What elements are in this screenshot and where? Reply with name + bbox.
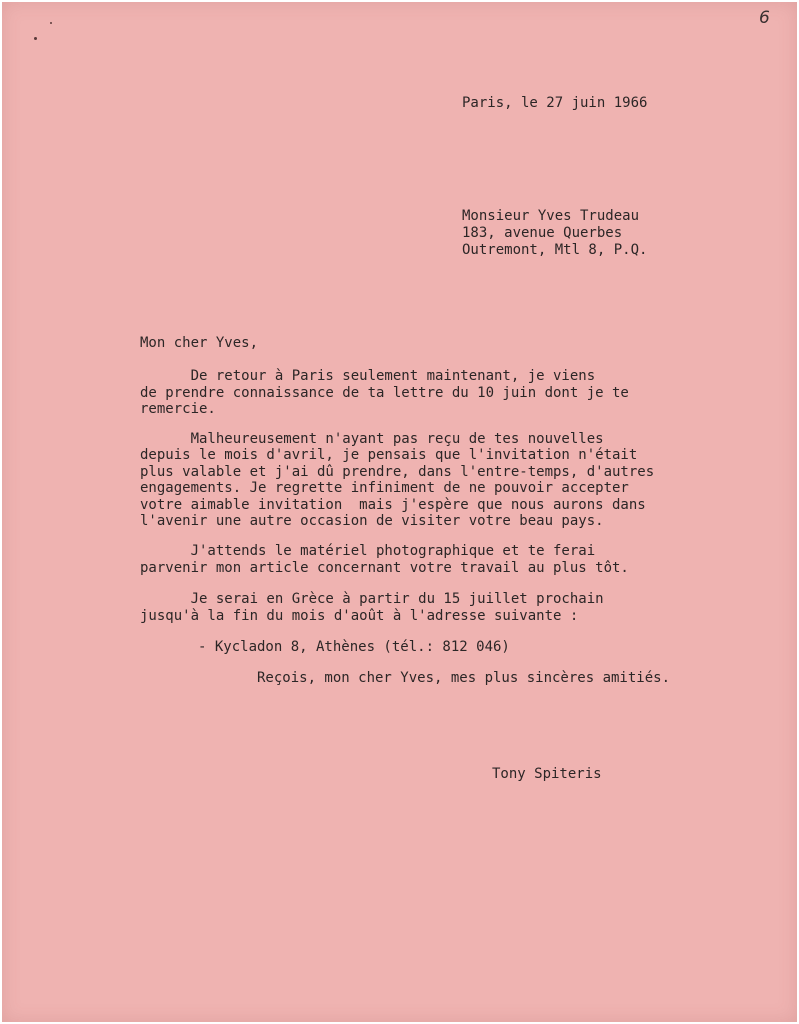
signature: Tony Spiteris [492,766,602,782]
paragraph-line: depuis le mois d'avril, je pensais que l'invitation n'était [140,447,638,463]
paper-speck [34,37,37,40]
paragraph-line: engagements. Je regrette infiniment de ne pouvoir accepter [140,480,629,496]
recipient-name: Monsieur Yves Trudeau [462,208,640,224]
recipient-city: Outremont, Mtl 8, P.Q. [462,242,648,258]
paragraph-line: jusqu'à la fin du mois d'août à l'adresse suivante : [140,608,579,624]
closing: Reçois, mon cher Yves, mes plus sincères amitiés. [257,670,671,686]
paragraph-line: Malheureusement n'ayant pas reçu de tes nouvelles [140,431,604,447]
athens-address: - Kycladon 8, Athènes (tél.: 812 046) [198,639,510,655]
paper-speck [50,22,52,24]
paragraph-line: J'attends le matériel photographique et te ferai [140,543,596,559]
paragraph-line: De retour à Paris seulement maintenant, je viens [140,368,596,384]
paragraph-line: Je serai en Grèce à partir du 15 juillet prochain [140,591,604,607]
dateline: Paris, le 27 juin 1966 [462,95,648,111]
salutation: Mon cher Yves, [140,335,259,351]
paragraph-line: parvenir mon article concernant votre travail au plus tôt. [140,560,629,576]
letter-page [2,2,797,1022]
page-number: 6 [759,8,770,28]
paragraph-line: de prendre connaissance de ta lettre du 10 juin dont je te [140,385,629,401]
paragraph-line: remercie. [140,401,216,417]
recipient-street: 183, avenue Querbes [462,225,623,241]
paragraph-line: l'avenir une autre occasion de visiter votre beau pays. [140,513,604,529]
paragraph-line: votre aimable invitation mais j'espère que nous aurons dans [140,497,646,513]
paragraph-line: plus valable et j'ai dû prendre, dans l'entre-temps, d'autres [140,464,655,480]
